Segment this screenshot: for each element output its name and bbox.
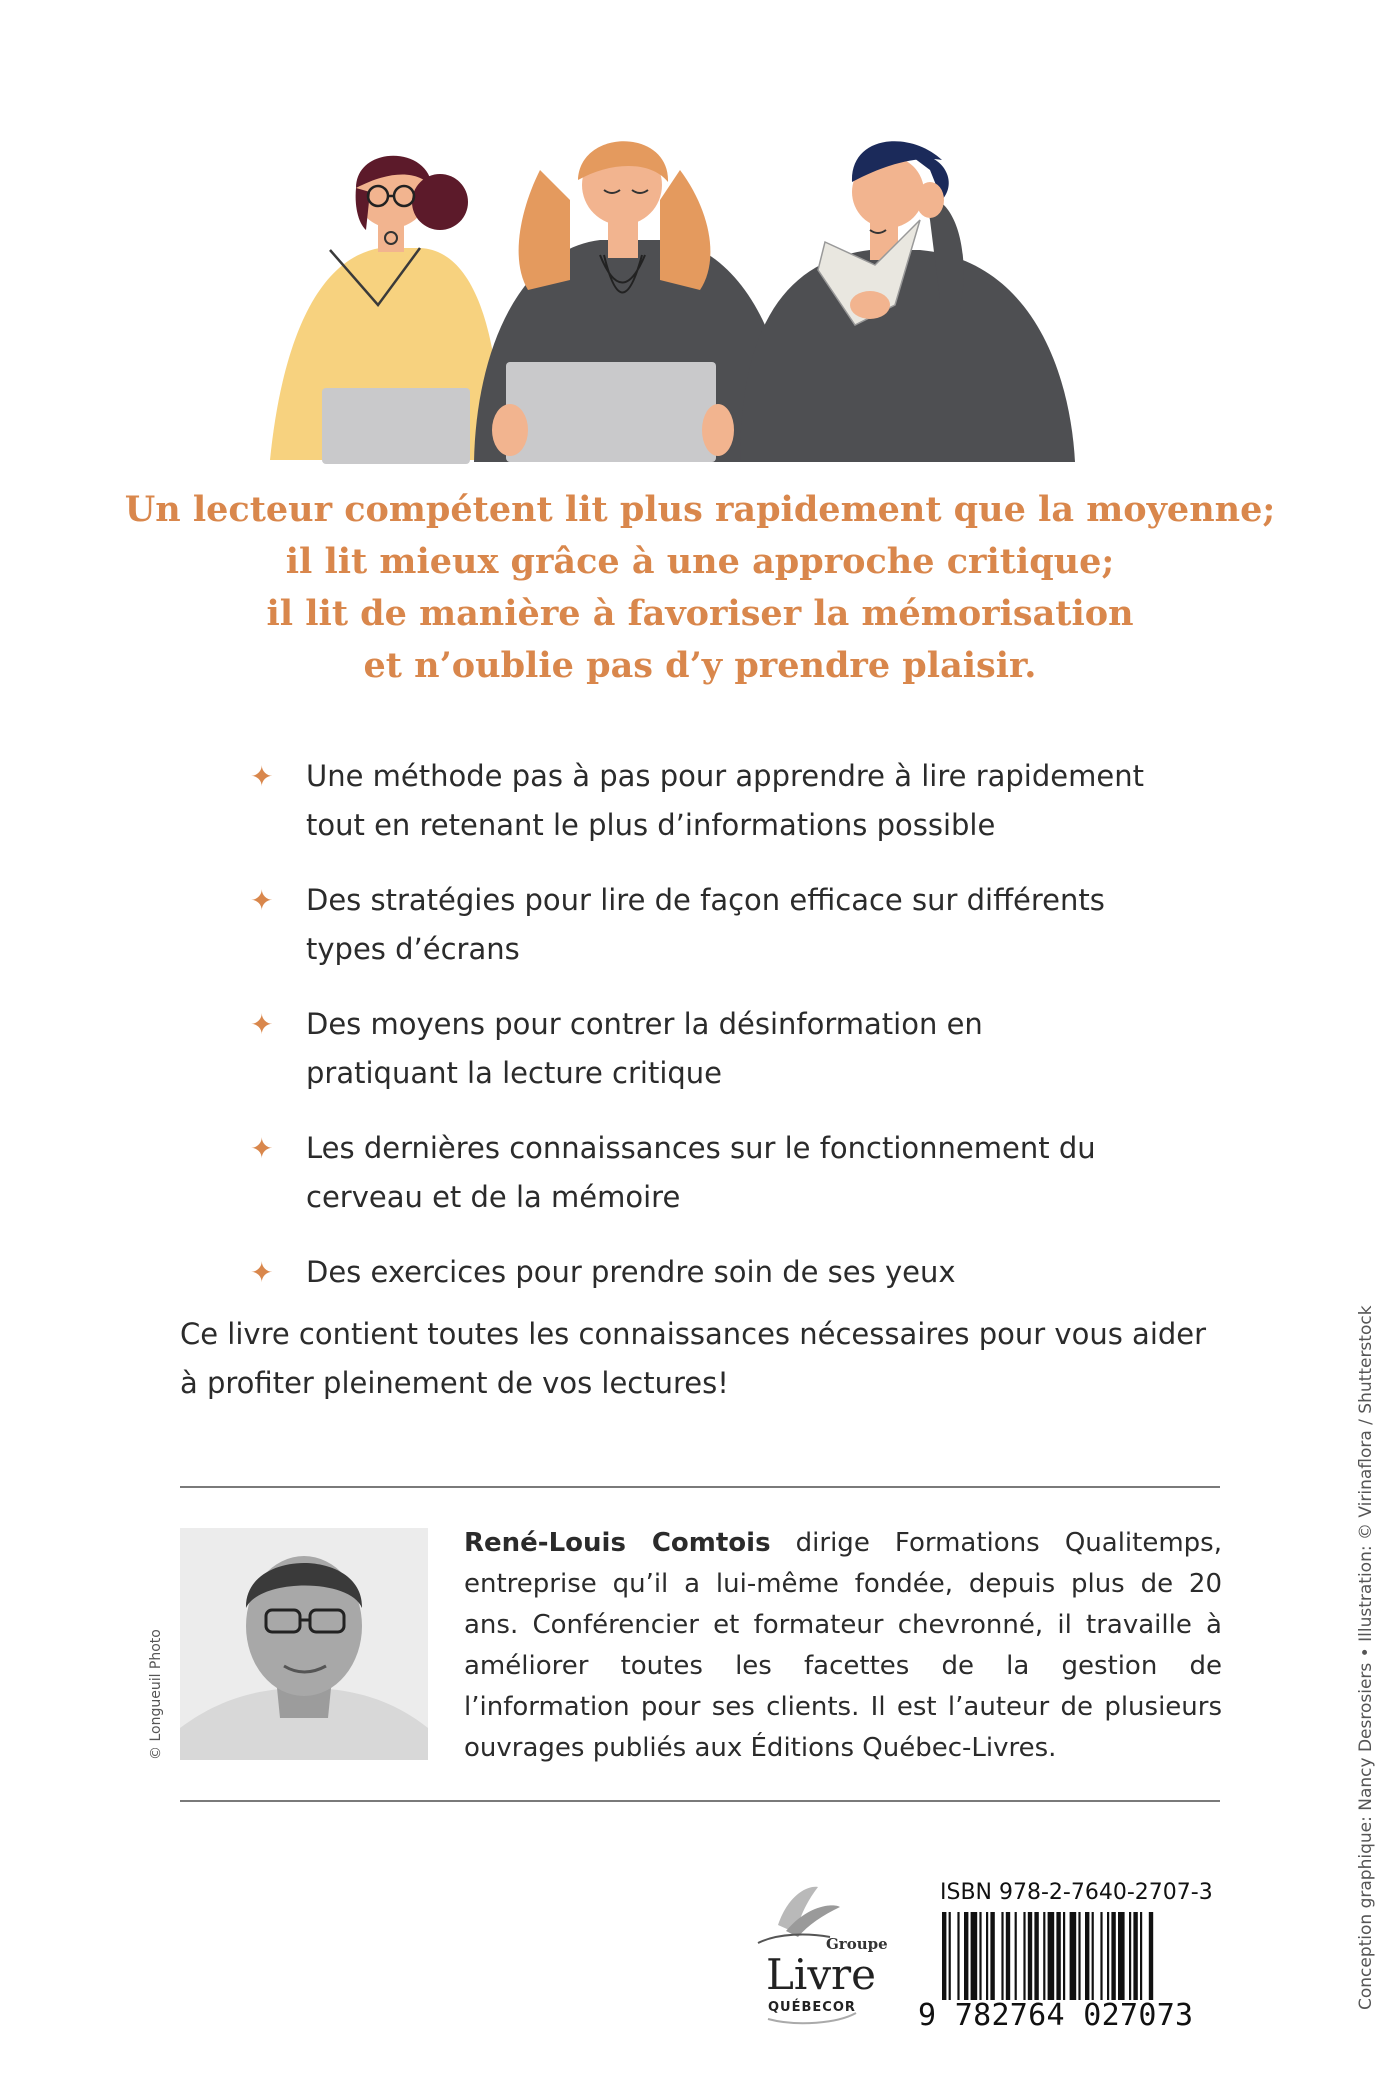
feature-list <box>250 752 1210 1323</box>
barcode-bar <box>1133 1912 1137 2000</box>
tagline-line: Un lecteur compétent lit plus rapidement que la moyenne; <box>124 489 1276 530</box>
feature-item <box>250 1248 1210 1297</box>
isbn-label: ISBN 978-2-7640-2707-3 <box>940 1880 1213 1905</box>
barcode-bar <box>1028 1912 1032 2000</box>
feature-text-line: Les dernières connaissances sur le fonctionnement du <box>306 1131 1096 1165</box>
feature-item <box>250 752 1210 850</box>
readers-illustration <box>270 140 1100 462</box>
tagline-line: et n’oublie pas d’y prendre plaisir. <box>363 645 1037 686</box>
star-bullet-icon: ✦ <box>250 1132 274 1165</box>
divider-bottom <box>180 1800 1220 1802</box>
author-photo <box>180 1528 428 1760</box>
feature-text-line: cerveau et de la mémoire <box>306 1180 681 1214</box>
barcode-bar <box>1023 1912 1025 2000</box>
barcode-bar <box>1149 1912 1153 2000</box>
barcode-bar <box>1001 1912 1003 2000</box>
publisher-logo <box>738 1885 888 2035</box>
barcode-bar <box>964 1912 968 2000</box>
barcode-bar <box>971 1912 978 2000</box>
barcode-bar <box>1034 1912 1038 2000</box>
author-bio-text: dirige Formations Qualitemps, entreprise qu’il a lui-même fondée, depuis plus de 20 ans. Conférencier et formateur chevronné, il travaille à améliorer toutes les facettes de la gestion de l’information pour ses clients. Il est l’auteur de plusieurs ouvrages publiés aux Éditions Québec-Livres. <box>464 1528 1222 1763</box>
barcode-bar <box>1100 1912 1102 2000</box>
barcode-bar <box>1129 1912 1131 2000</box>
tagline-line: il lit mieux grâce à une approche critique; <box>285 541 1115 582</box>
design-credit: Conception graphique: Nancy Desrosiers • Illustration: © Virinaflora / Shutterstock <box>1356 1305 1376 2010</box>
barcode-bar <box>1118 1912 1125 2000</box>
feature-item <box>250 1124 1210 1222</box>
barcode-bar <box>1078 1912 1080 2000</box>
feature-text-line: Une méthode pas à pas pour apprendre à lire rapidement <box>306 759 1144 793</box>
barcode-bar <box>942 1912 946 2000</box>
star-bullet-icon: ✦ <box>250 1256 274 1289</box>
feature-text-line: types d’écrans <box>306 932 520 966</box>
barcode-bar <box>949 1912 951 2000</box>
closing-line: Ce livre contient toutes les connaissances nécessaires pour vous aider <box>180 1317 1207 1351</box>
barcode-bar <box>979 1912 981 2000</box>
closing-paragraph <box>180 1310 1240 1408</box>
logo-quebecor-text: QUÉBECOR <box>768 2000 856 2015</box>
author-name: René-Louis Comtois <box>464 1528 771 1558</box>
barcode-bar <box>1056 1912 1060 2000</box>
feature-text-line: Des moyens pour contrer la désinformation en <box>306 1007 983 1041</box>
feature-item <box>250 1000 1210 1098</box>
barcode-bar <box>1085 1912 1089 2000</box>
photo-credit: © Longueuil Photo <box>148 1629 164 1760</box>
barcode-bar <box>1006 1912 1010 2000</box>
feature-text-line: Des exercices pour prendre soin de ses yeux <box>306 1255 956 1289</box>
divider-top <box>180 1486 1220 1488</box>
feature-item <box>250 876 1210 974</box>
star-bullet-icon: ✦ <box>250 760 274 793</box>
barcode-bar <box>1063 1912 1065 2000</box>
barcode-bar <box>990 1912 994 2000</box>
tagline <box>120 484 1280 692</box>
barcode-bar <box>1048 1912 1055 2000</box>
barcode-block <box>918 1912 1224 2042</box>
barcode-bar <box>1107 1912 1109 2000</box>
barcode-bar <box>1043 1912 1045 2000</box>
logo-groupe-text: Groupe <box>826 1935 888 1953</box>
barcode-bar <box>1111 1912 1115 2000</box>
star-bullet-icon: ✦ <box>250 1008 274 1041</box>
tagline-line: il lit de manière à favoriser la mémorisation <box>266 593 1134 634</box>
feature-text-line: pratiquant la lecture critique <box>306 1056 723 1090</box>
barcode-bar <box>1070 1912 1077 2000</box>
barcode-bar <box>957 1912 959 2000</box>
feature-text-line: tout en retenant le plus d’informations possible <box>306 808 996 842</box>
closing-line: à profiter pleinement de vos lectures! <box>180 1366 729 1400</box>
barcode-digits: 9 782764 027073 <box>918 1998 1194 2033</box>
barcode-bar <box>1092 1912 1094 2000</box>
barcode-bar <box>986 1912 988 2000</box>
barcode-bar <box>1140 1912 1142 2000</box>
man-reading-book-figure <box>740 141 1075 462</box>
author-bio <box>464 1523 1222 1769</box>
star-bullet-icon: ✦ <box>250 884 274 917</box>
barcode-bar <box>1015 1912 1017 2000</box>
woman-with-glasses-figure <box>270 156 502 464</box>
logo-livre-text: Livre <box>766 1950 876 1999</box>
feature-text-line: Des stratégies pour lire de façon efficace sur différents <box>306 883 1105 917</box>
barcode-bars <box>942 1912 1224 2000</box>
